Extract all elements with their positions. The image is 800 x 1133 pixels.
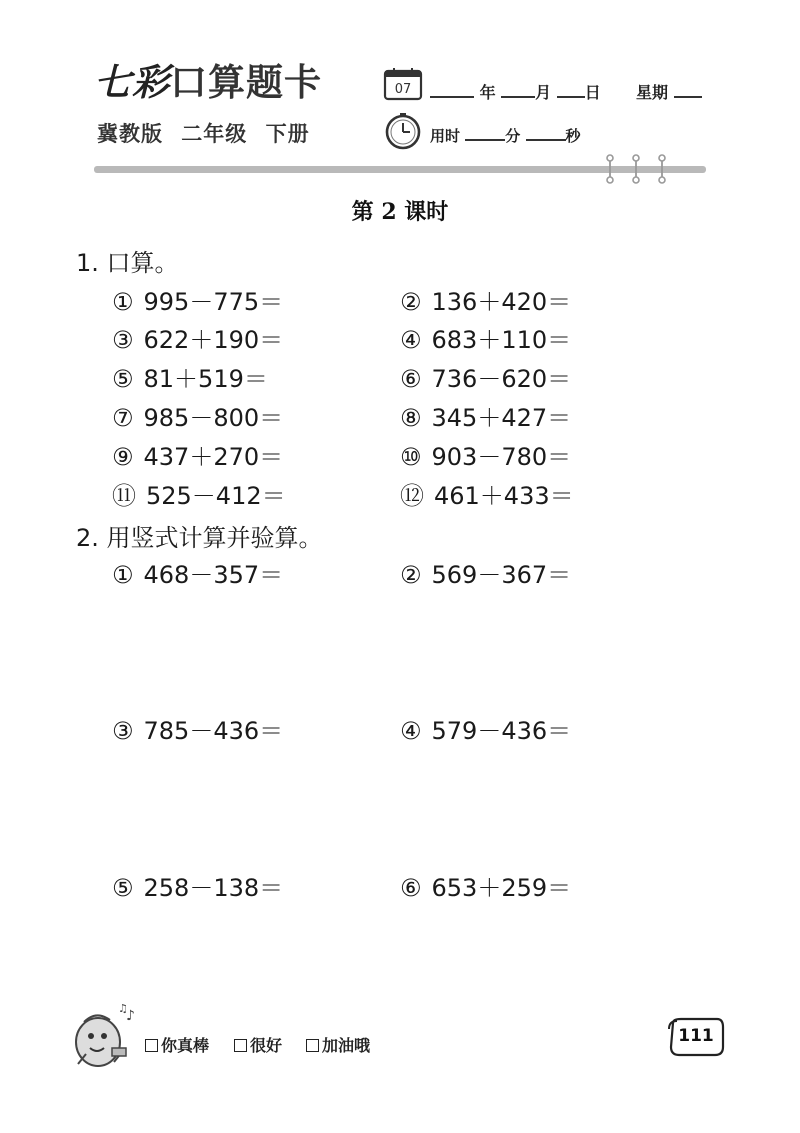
vertical-problem-2: ② 569－367＝ [400, 561, 572, 589]
vertical-problem-1: ① 468－357＝ [112, 561, 284, 589]
date-fill-line [430, 80, 702, 103]
oral-problem-1: ① 995－775＝ [112, 288, 284, 316]
oral-problem-10: ⑩ 903－780＝ [400, 443, 572, 471]
section2-title: 2. 用竖式计算并验算。 [76, 524, 323, 552]
oral-problem-4: ④ 683＋110＝ [400, 326, 572, 354]
svg-text:♫: ♫ [118, 1002, 128, 1015]
rating-keep-going[interactable]: 加油哦 [306, 1033, 370, 1056]
section1-title: 1. 口算。 [76, 249, 179, 277]
day-label: 日 [584, 83, 601, 102]
lesson-title: 第 2 课时 [351, 199, 449, 225]
page-number: 111 [678, 1026, 714, 1046]
weekday-blank[interactable] [674, 84, 702, 98]
oral-problem-7: ⑦ 985－800＝ [112, 404, 284, 432]
brand-title [94, 61, 322, 104]
year-blank[interactable] [430, 84, 474, 98]
rating-great[interactable]: 你真棒 [145, 1033, 209, 1056]
binder-rings-icon [600, 152, 680, 186]
month-label: 月 [535, 83, 552, 102]
calendar-icon [383, 67, 423, 101]
page-number-badge [667, 1017, 725, 1057]
month-blank[interactable] [501, 84, 535, 98]
calendar-day: 07 [394, 82, 412, 97]
clock-icon [383, 112, 423, 150]
brand-card: 口算题卡 [170, 61, 322, 104]
time-label: 用时 [430, 127, 461, 145]
oral-problem-2: ② 136＋420＝ [400, 288, 572, 316]
checkbox-good[interactable] [234, 1039, 247, 1052]
day-blank[interactable] [557, 84, 585, 98]
edition-label: 冀教版 二年级 下册 [97, 122, 310, 146]
minute-blank[interactable] [465, 127, 505, 141]
oral-problem-8: ⑧ 345＋427＝ [400, 404, 572, 432]
oral-problem-11: ⑪ 525－412＝ [112, 482, 286, 510]
second-blank[interactable] [526, 127, 566, 141]
year-label: 年 [479, 83, 496, 102]
oral-problem-5: ⑤ 81＋519＝ [112, 365, 268, 393]
vertical-problem-3: ③ 785－436＝ [112, 717, 284, 745]
mascot-icon [66, 1002, 146, 1082]
vertical-problem-4: ④ 579－436＝ [400, 717, 572, 745]
vertical-problem-6: ⑥ 653＋259＝ [400, 874, 572, 902]
oral-problem-12: ⑫ 461＋433＝ [400, 482, 574, 510]
checkbox-keep-going[interactable] [306, 1039, 319, 1052]
minute-label: 分 [505, 127, 521, 145]
rating-good[interactable]: 很好 [234, 1033, 282, 1056]
vertical-problem-5: ⑤ 258－138＝ [112, 874, 284, 902]
brand-qicai: 七彩 [94, 61, 170, 104]
weekday-label: 星期 [635, 83, 668, 102]
second-label: 秒 [565, 127, 581, 145]
oral-problem-6: ⑥ 736－620＝ [400, 365, 572, 393]
svg-text:♪: ♪ [126, 1008, 135, 1024]
oral-problem-9: ⑨ 437＋270＝ [112, 443, 284, 471]
checkbox-great[interactable] [145, 1039, 158, 1052]
oral-problem-3: ③ 622＋190＝ [112, 326, 284, 354]
time-fill-line [430, 125, 581, 146]
